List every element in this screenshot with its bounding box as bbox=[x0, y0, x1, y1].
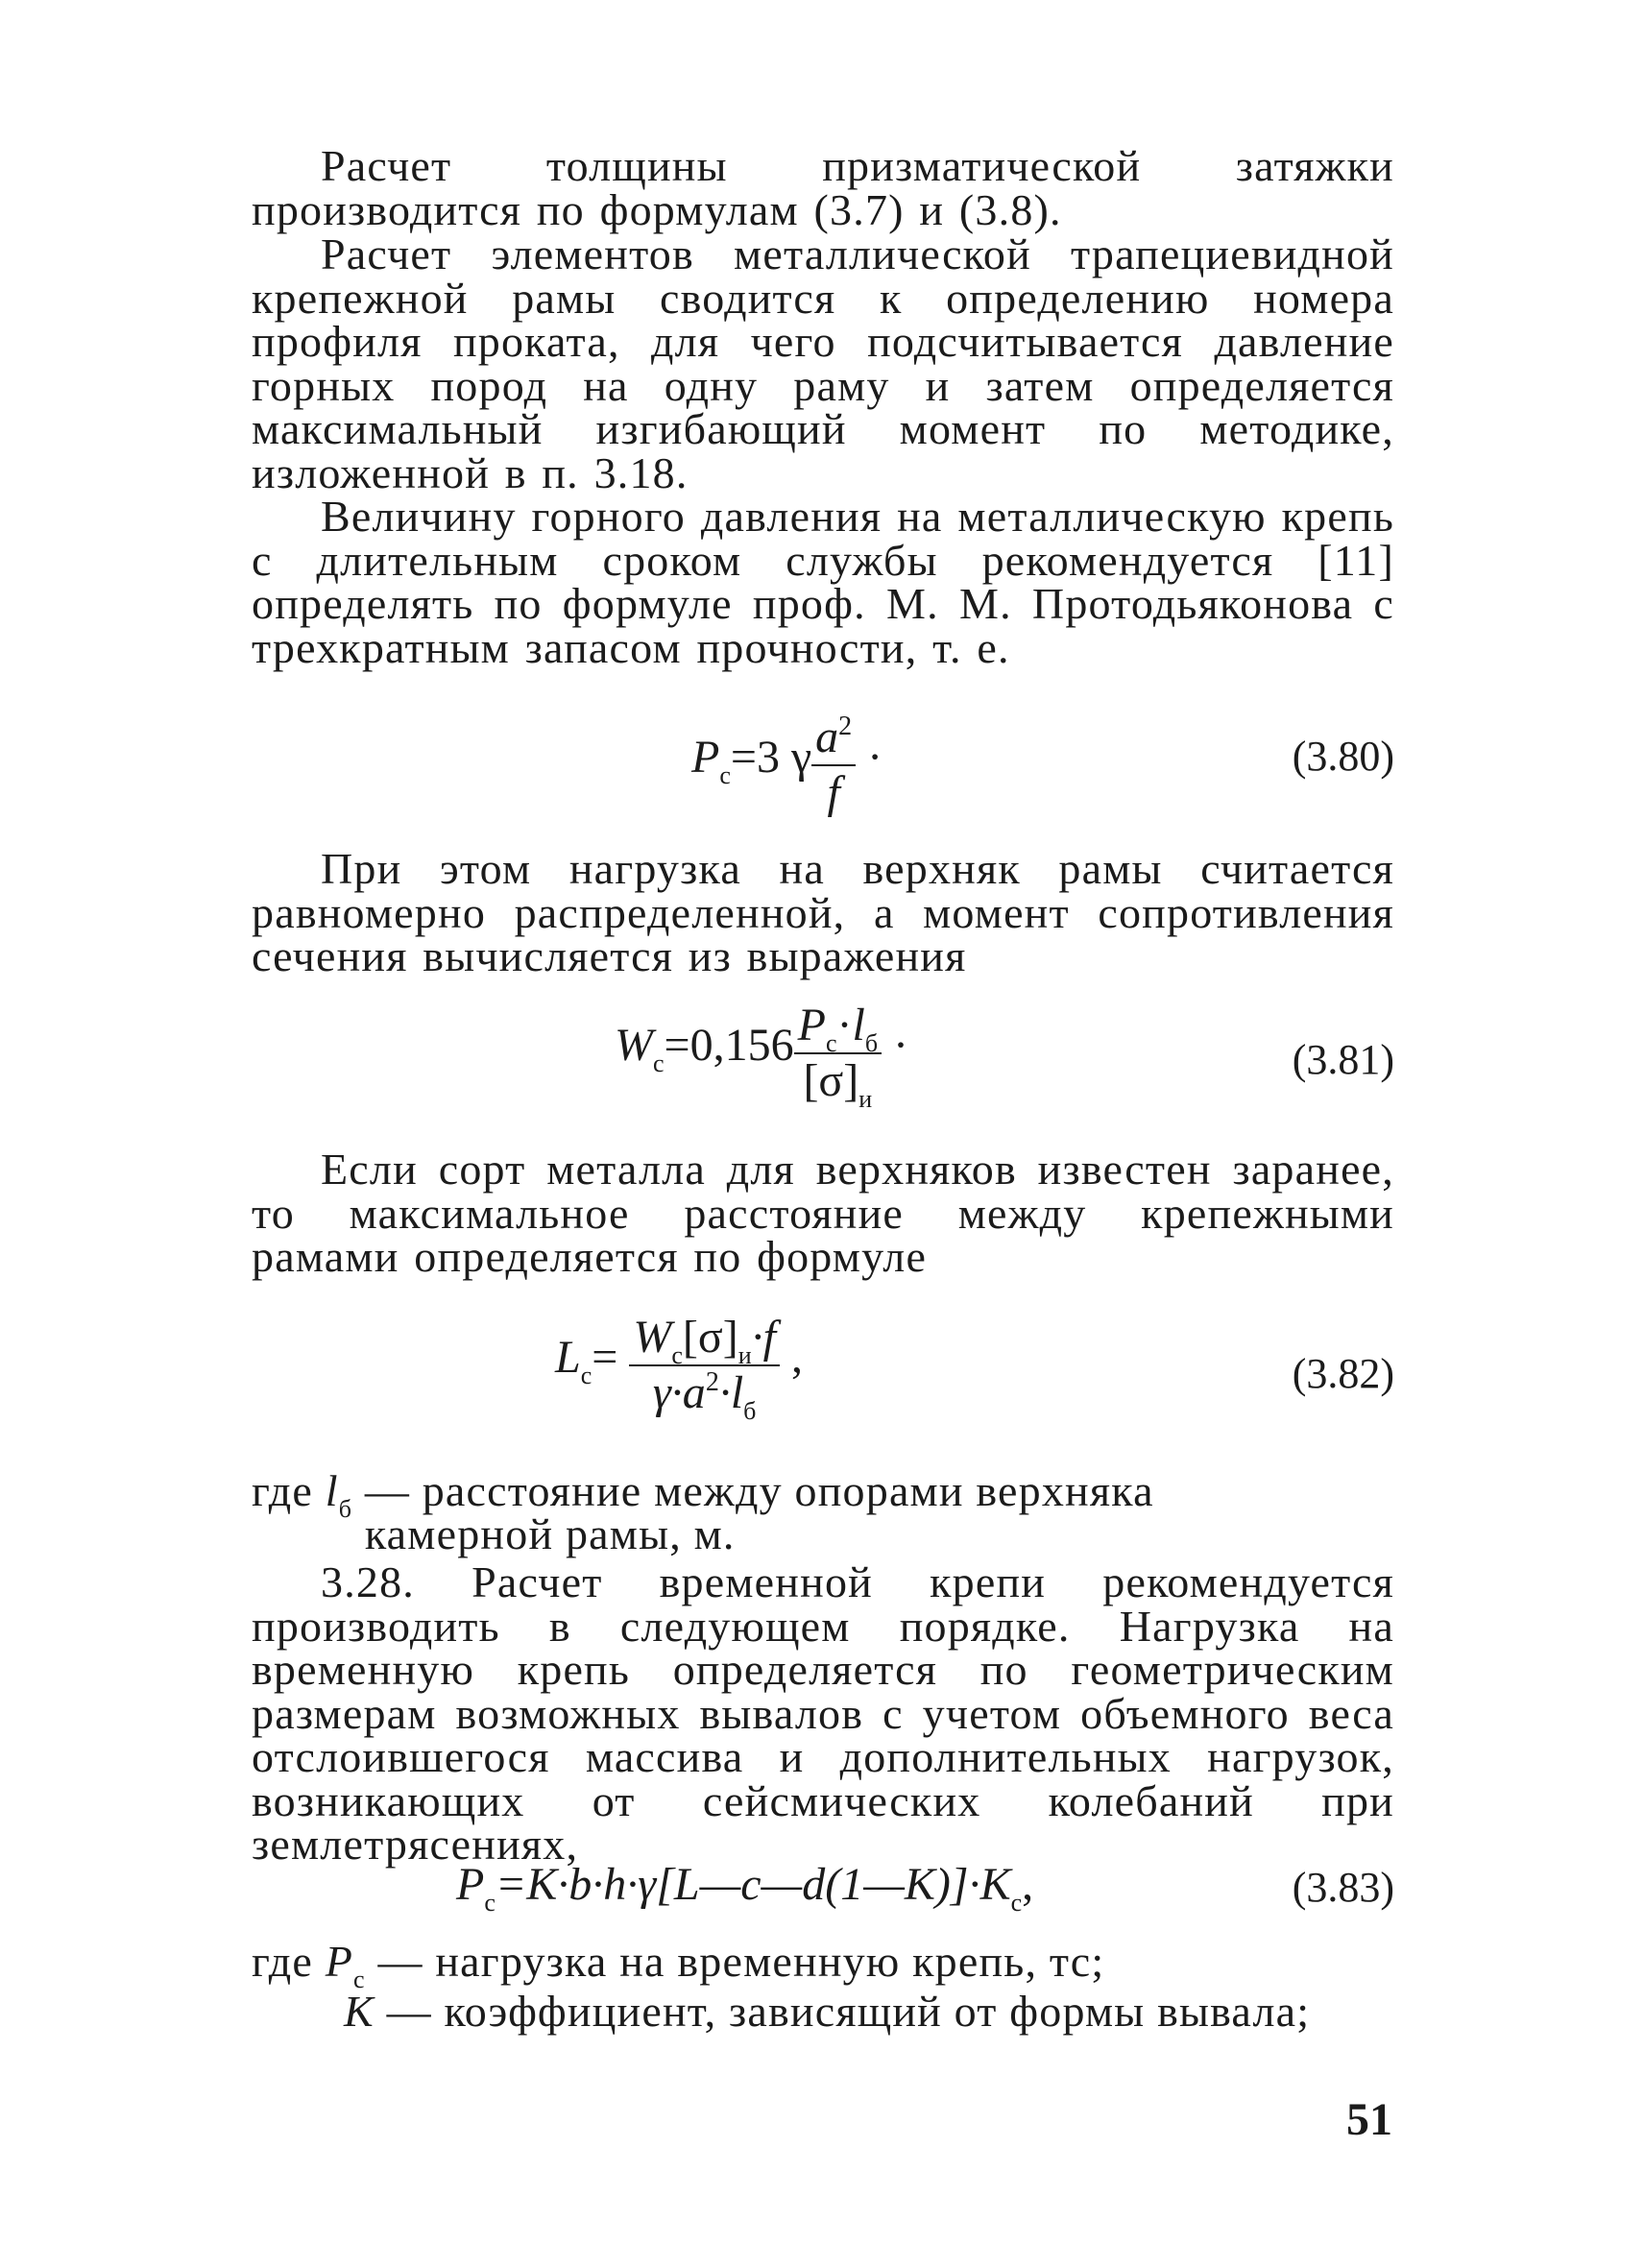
paragraph-5: Если сорт металла для верхняков известен заранее, то максимальное расстояние между крепежными рамами определяется по формуле bbox=[252, 1145, 1394, 1281]
paragraph-6: 3.28. Расчет временной крепи рекомендуется производить в следующем порядке. Нагрузка на временную крепь определяется по геометрическим размерам возможных вывалов с учетом объемного веса отслоившегося массива и дополнительных нагрузок, возникающих от сейсмических колебаний при землетрясениях, bbox=[252, 1557, 1394, 1869]
definitions-list bbox=[252, 1937, 1394, 2036]
paragraph-1: Расчет толщины призматической затяжки производится по формулам (3.7) и (3.8). bbox=[252, 141, 1394, 234]
formula-3-81: $W_c=0,156$ $\frac{P_c\cdot l_б}{[\sigma]_и}$ · bbox=[615, 1000, 909, 1113]
formula-3-83: $P_c=K\cdot b\cdot h\cdot\gamma[L—c—d(1—K)]\cdot K_c$, bbox=[456, 1859, 1034, 1917]
equation-number-3-82: (3.82) bbox=[1292, 1350, 1394, 1397]
formula-3-82: $L_c=$ $\frac{W_c[\sigma]_и\cdot f}{\gamma\cdot a^2\cdot l_б}$ , bbox=[555, 1312, 803, 1425]
equation-number-3-81: (3.81) bbox=[1292, 1036, 1394, 1083]
definition-k: K — коэффициент, зависящий от формы вывала; bbox=[344, 1987, 1311, 2036]
equation-number-3-80: (3.80) bbox=[1292, 733, 1394, 780]
fraction: $\frac{a^2}{f}$ bbox=[811, 714, 856, 816]
equation-number-3-83: (3.83) bbox=[1292, 1864, 1394, 1911]
paragraph-3: Величину горного давления на металлическую крепь с длительным сроком службы рекомендуется [11] определять по формуле проф. М. М. Протодьяконова с трехкратным запасом прочности, т. е. bbox=[252, 492, 1394, 672]
definition-l-b: где $l_б$ — расстояние между опорами верхняка камерной рамы, м. bbox=[252, 1466, 1154, 1558]
page-number: 51 bbox=[1346, 2094, 1392, 2145]
fraction: $\frac{W_c[\sigma]_и\cdot f}{\gamma\cdot a^2\cdot l_б}$ bbox=[629, 1315, 780, 1416]
definition-p-c: где $P_c$ — нагрузка на временную крепь, тс; bbox=[252, 1937, 1105, 1993]
paragraph-2: Расчет элементов металлической трапециевидной крепежной рамы сводится к определению номера профиля проката, для чего подсчитывается давление горных пород на одну раму и затем определяется максимальный изгибающий момент по методике, изложенной в п. 3.18. bbox=[252, 229, 1394, 497]
fraction: $\frac{P_c\cdot l_б}{[\sigma]_и}$ bbox=[794, 1002, 882, 1104]
formula-3-80: $P_c=3$ γ $\frac{a^2}{f}$ · bbox=[691, 712, 883, 818]
paragraph-4: При этом нагрузка на верхняк рамы считается равномерно распределенной, а момент сопротивления сечения вычисляется из выражения bbox=[252, 844, 1394, 980]
